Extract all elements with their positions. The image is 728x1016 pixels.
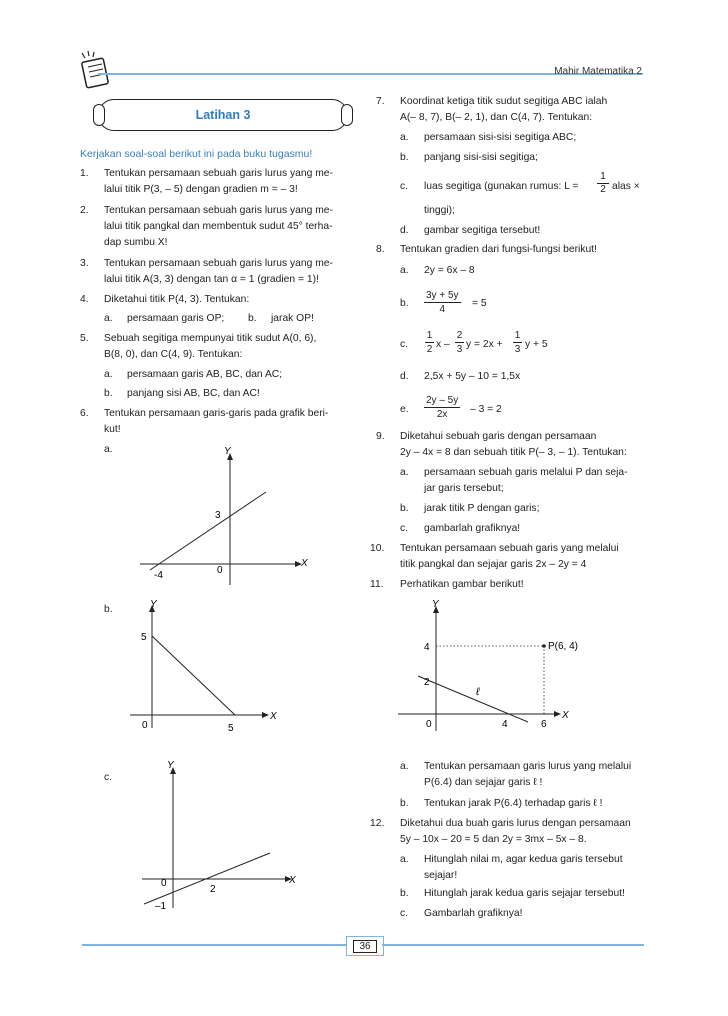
graph-q11-tick-y4: 4 bbox=[424, 642, 430, 653]
q2-line3: dap sumbu X! bbox=[104, 237, 168, 248]
q9b-label: b. bbox=[400, 503, 409, 514]
q8-line1: Tentukan gradien dari fungsi-fungsi berikut! bbox=[400, 244, 597, 255]
q8c-mid1: x – bbox=[436, 339, 450, 350]
footer-rule-left bbox=[82, 944, 346, 946]
q10-number: 10. bbox=[370, 543, 385, 554]
q8a-label: a. bbox=[400, 265, 409, 276]
q8e-denominator: 2x bbox=[436, 409, 448, 420]
q9c-label: c. bbox=[400, 523, 409, 534]
q8a-text: 2y = 6x – 8 bbox=[424, 265, 475, 276]
q8e-numerator: 2y – 5y bbox=[426, 395, 459, 406]
q12a-text2: sejajar! bbox=[424, 870, 458, 881]
graph-a-x-intercept: -4 bbox=[154, 570, 163, 581]
q12b-text: Hitunglah jarak kedua garis sejajar tersebut! bbox=[424, 888, 625, 899]
graph-q11 bbox=[394, 596, 584, 741]
q11a-label: a. bbox=[400, 761, 409, 772]
q9a-label: a. bbox=[400, 467, 409, 478]
q9-number: 9. bbox=[376, 431, 385, 442]
q8e-rhs: – 3 = 2 bbox=[470, 404, 502, 415]
q5b-text: panjang sisi AB, BC, dan AC! bbox=[127, 388, 260, 399]
q12c-text: Gambarlah grafiknya! bbox=[424, 908, 523, 919]
q9b-text: jarak titik P dengan garis; bbox=[424, 503, 540, 514]
q12-line2: 5y – 10x – 20 = 5 dan 2y = 3mx – 5x – 8. bbox=[400, 834, 587, 845]
q7b-label: b. bbox=[400, 152, 409, 163]
page-number: 36 bbox=[353, 940, 376, 953]
graph-b bbox=[120, 598, 290, 740]
footer-rule-right bbox=[382, 944, 644, 946]
graph-q11-tick-x4: 4 bbox=[502, 719, 508, 730]
q11-line1: Perhatikan gambar berikut! bbox=[400, 579, 524, 590]
q7c-text3: tinggi); bbox=[424, 205, 455, 216]
q12a-label: a. bbox=[400, 854, 409, 865]
graph-c bbox=[130, 758, 310, 918]
q8b-fraction bbox=[424, 289, 461, 316]
q4b-label: b. bbox=[248, 313, 257, 324]
q3-number: 3. bbox=[80, 258, 89, 269]
graph-b-origin: 0 bbox=[142, 720, 148, 731]
q11-number: 11. bbox=[370, 579, 384, 590]
q6-number: 6. bbox=[80, 408, 89, 419]
graph-a-origin: 0 bbox=[217, 565, 223, 576]
q8e-fraction bbox=[424, 394, 460, 421]
q9c-text: gambarlah grafiknya! bbox=[424, 523, 521, 534]
notepad-icon bbox=[78, 50, 112, 90]
graph-b-line bbox=[152, 636, 235, 715]
q6-line2: kut! bbox=[104, 424, 121, 435]
q8c-mid2: y = 2x + bbox=[466, 339, 503, 350]
q6-line1: Tentukan persamaan garis-garis pada grafik beri- bbox=[104, 408, 329, 419]
q8e-label: e. bbox=[400, 404, 409, 415]
q8d-label: d. bbox=[400, 371, 409, 382]
q1-number: 1. bbox=[80, 168, 89, 179]
q5-line1: Sebuah segitiga mempunyai titik sudut A(0, 6), bbox=[104, 333, 317, 344]
graph-b-y-intercept: 5 bbox=[141, 632, 147, 643]
q5b-label: b. bbox=[104, 388, 113, 399]
q8c-frac1-den: 2 bbox=[426, 344, 433, 355]
q12-line1: Diketahui dua buah garis lurus dengan persamaan bbox=[400, 818, 631, 829]
graph-q11-point-label: P(6, 4) bbox=[548, 641, 579, 652]
graph-c-x-label: X bbox=[289, 875, 296, 886]
q8b-numerator: 3y + 5y bbox=[426, 290, 459, 301]
graph-q11-tick-x6: 6 bbox=[541, 719, 547, 730]
q12c-label: c. bbox=[400, 908, 409, 919]
q2-number: 2. bbox=[80, 205, 89, 216]
q7d-label: d. bbox=[400, 225, 409, 236]
q7d-text: gambar segitiga tersebut! bbox=[424, 225, 541, 236]
q1-line2: lalui titik P(3, – 5) dengan gradien m = – 3! bbox=[104, 184, 298, 195]
q8c-mid3: y + 5 bbox=[525, 339, 548, 350]
q7a-label: a. bbox=[400, 132, 409, 143]
q10-line1: Tentukan persamaan sebuah garis yang melalui bbox=[400, 543, 619, 554]
q8c-frac3-den: 3 bbox=[514, 344, 521, 355]
q7a-text: persamaan sisi-sisi segitiga ABC; bbox=[424, 132, 577, 143]
instruction: Kerjakan soal-soal berikut ini pada buku tugasmu! bbox=[80, 148, 313, 160]
q3-line1: Tentukan persamaan sebuah garis lurus yang me- bbox=[104, 258, 333, 269]
graph-q11-x-arrow bbox=[554, 711, 561, 717]
graph-q11-y-label: Y bbox=[432, 599, 439, 610]
q8c-frac3-num: 1 bbox=[514, 330, 521, 341]
q9a-text1: persamaan sebuah garis melalui P dan seja- bbox=[424, 467, 628, 478]
q7c-denominator: 2 bbox=[600, 184, 606, 195]
q7c-text2: alas × bbox=[612, 181, 640, 192]
q1-line1: Tentukan persamaan sebuah garis lurus yang me- bbox=[104, 168, 333, 179]
section-title-banner bbox=[98, 99, 348, 131]
q8c-frac1 bbox=[425, 329, 434, 356]
q8d-text: 2,5x + 5y – 10 = 1,5x bbox=[424, 371, 521, 382]
q11a-text1: Tentukan persamaan garis lurus yang melalui bbox=[424, 761, 632, 772]
q12-number: 12. bbox=[370, 818, 385, 829]
q5-line2: B(8, 0), dan C(4, 9). Tentukan: bbox=[104, 349, 243, 360]
graph-q11-x-label: X bbox=[562, 710, 569, 721]
q8c-frac2-num: 2 bbox=[456, 330, 463, 341]
q11b-text: Tentukan jarak P(6.4) terhadap garis ℓ ! bbox=[424, 798, 603, 809]
graph-c-y-label: Y bbox=[167, 760, 174, 771]
graph-a-y-intercept: 3 bbox=[215, 510, 221, 521]
graph-a-y-label: Y bbox=[224, 446, 231, 457]
q4a-text: persamaan garis OP; bbox=[127, 313, 225, 324]
q2-line1: Tentukan persamaan sebuah garis lurus yang me- bbox=[104, 205, 333, 216]
q9a-text2: jar garis tersebut; bbox=[424, 483, 504, 494]
q11b-label: b. bbox=[400, 798, 409, 809]
graph-q11-origin: 0 bbox=[426, 719, 432, 730]
q4-number: 4. bbox=[80, 294, 89, 305]
q9-line2: 2y – 4x = 8 dan sebuah titik P(– 3, – 1). Tentukan: bbox=[400, 447, 627, 458]
q7c-text: luas segitiga (gunakan rumus: L = bbox=[424, 181, 579, 192]
q8c-label: c. bbox=[400, 339, 409, 350]
q8c-frac2 bbox=[455, 329, 464, 356]
graph-b-y-label: Y bbox=[150, 599, 157, 610]
q7c-label: c. bbox=[400, 181, 409, 192]
graph-a bbox=[120, 440, 320, 590]
q4b-text: jarak OP! bbox=[271, 313, 314, 324]
q8c-frac1-num: 1 bbox=[426, 330, 433, 341]
q4a-label: a. bbox=[104, 313, 113, 324]
graph-c-y-intercept: –1 bbox=[155, 901, 167, 912]
q8c-frac2-den: 3 bbox=[456, 344, 463, 355]
graph-c-origin: 0 bbox=[161, 878, 167, 889]
q6b-label: b. bbox=[104, 604, 113, 615]
page-number-box bbox=[346, 936, 384, 956]
q5-number: 5. bbox=[80, 333, 89, 344]
q9-line1: Diketahui sebuah garis dengan persamaan bbox=[400, 431, 597, 442]
q11a-text2: P(6.4) dan sejajar garis ℓ ! bbox=[424, 777, 543, 788]
q6a-label: a. bbox=[104, 444, 113, 455]
q7b-text: panjang sisi-sisi segitiga; bbox=[424, 152, 538, 163]
q4-line1: Diketahui titik P(4, 3). Tentukan: bbox=[104, 294, 250, 305]
q5a-text: persamaan garis AB, BC, dan AC; bbox=[127, 369, 283, 380]
q12b-label: b. bbox=[400, 888, 409, 899]
q7-line2: A(– 8, 7), B(– 2, 1), dan C(4, 7). Tentukan: bbox=[400, 112, 593, 123]
q3-line2: lalui titik A(3, 3) dengan tan α = 1 (gradien = 1)! bbox=[104, 274, 319, 285]
graph-b-x-arrow bbox=[262, 712, 269, 718]
q8-number: 8. bbox=[376, 244, 385, 255]
q8c-frac3 bbox=[513, 329, 522, 356]
q7c-fraction bbox=[597, 171, 609, 196]
graph-c-x-intercept: 2 bbox=[210, 884, 216, 895]
graph-q11-tick-y2: 2 bbox=[424, 677, 430, 688]
graph-q11-line-l bbox=[418, 676, 528, 722]
q5a-label: a. bbox=[104, 369, 113, 380]
graph-q11-point-p bbox=[542, 644, 546, 648]
q2-line2: lalui titik pangkal dan membentuk sudut 45° terha- bbox=[104, 221, 333, 232]
q6c-label: c. bbox=[104, 772, 113, 783]
q7c-numerator: 1 bbox=[597, 171, 609, 184]
graph-q11-line-label: ℓ bbox=[476, 686, 480, 698]
q7-line1: Koordinat ketiga titik sudut segitiga ABC ialah bbox=[400, 96, 608, 107]
q8b-rhs: = 5 bbox=[472, 298, 487, 309]
q10-line2: titik pangkal dan sejajar garis 2x – 2y = 4 bbox=[400, 559, 587, 570]
section-title: Latihan 3 bbox=[195, 108, 251, 122]
q8b-denominator: 4 bbox=[439, 304, 446, 315]
graph-b-x-label: X bbox=[270, 711, 277, 722]
q7-number: 7. bbox=[376, 96, 385, 107]
graph-a-line bbox=[150, 492, 266, 570]
book-title: Mahir Matematika 2 bbox=[554, 66, 642, 77]
graph-a-x-label: X bbox=[301, 558, 308, 569]
graph-b-x-intercept: 5 bbox=[228, 723, 234, 734]
q8b-label: b. bbox=[400, 298, 409, 309]
q12a-text1: Hitunglah nilai m, agar kedua garis tersebut bbox=[424, 854, 623, 865]
